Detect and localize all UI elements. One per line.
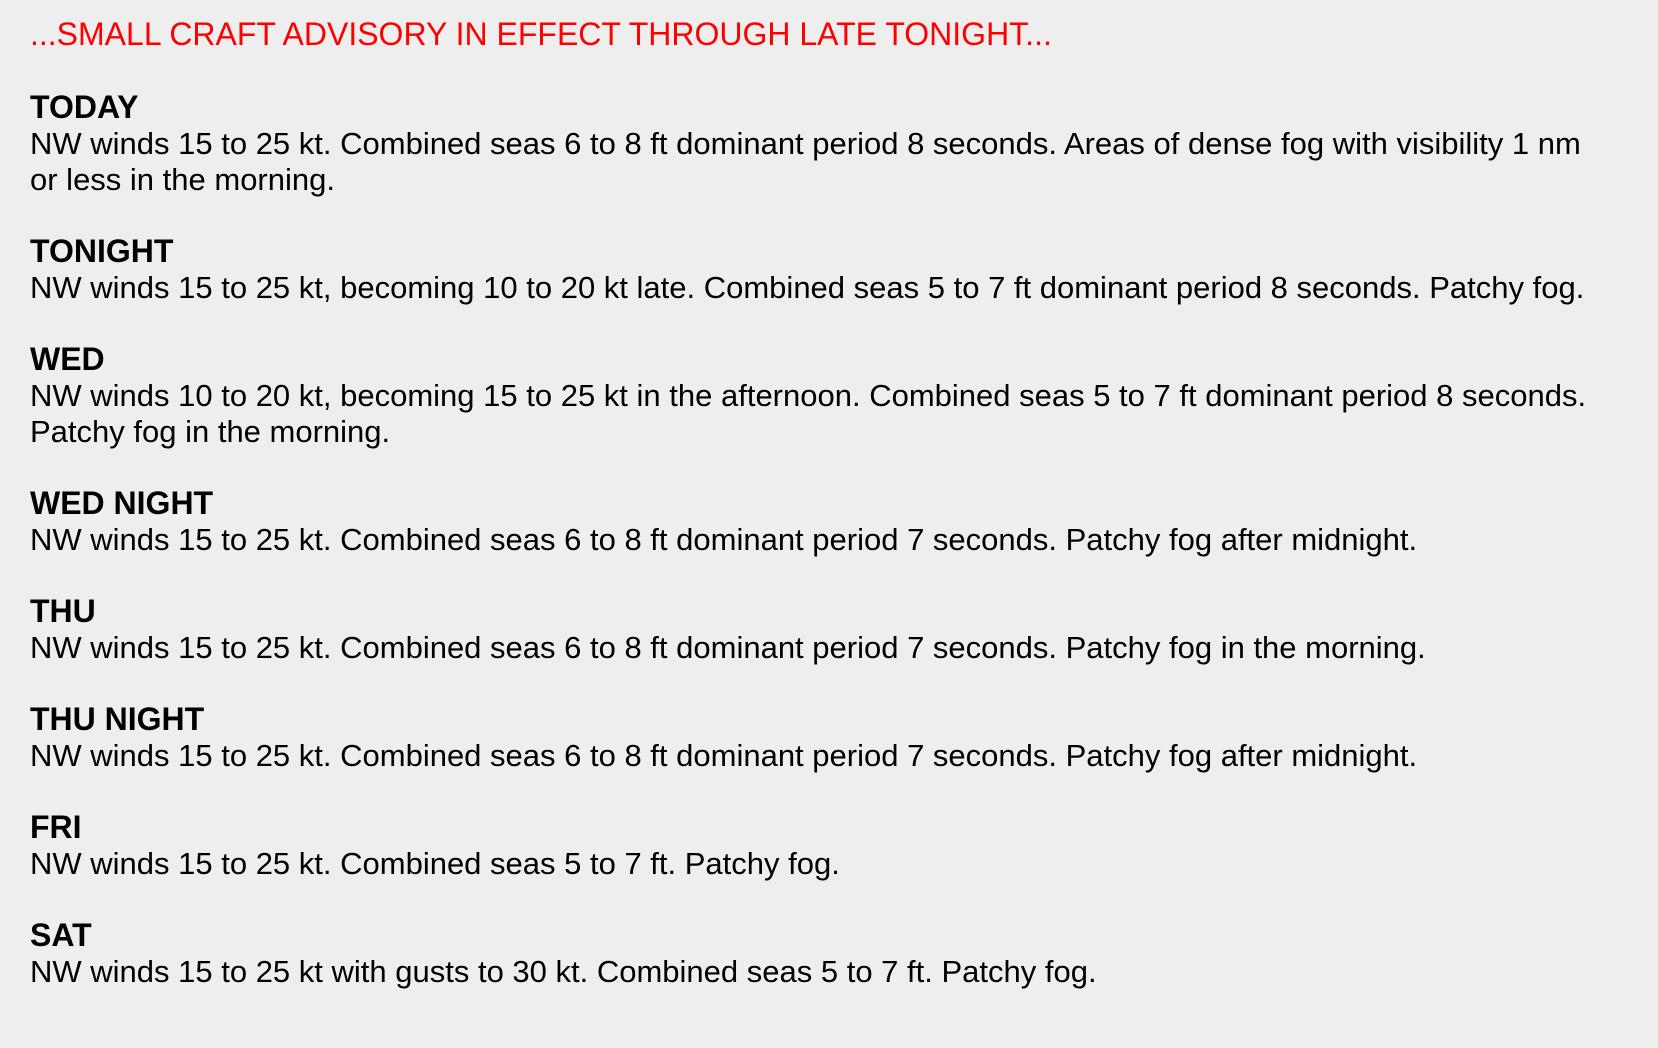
forecast-period-sat [30, 916, 1618, 990]
period-forecast-text: NW winds 15 to 25 kt. Combined seas 6 to 8 ft dominant period 7 seconds. Patchy fog after midnight. [30, 738, 1418, 773]
forecast-period-thu-night [30, 700, 1618, 774]
forecast-period-fri [30, 808, 1618, 882]
period-forecast-text: NW winds 10 to 20 kt, becoming 15 to 25 kt in the afternoon. Combined seas 5 to 7 ft dominant period 8 seconds. Patchy fog in the morning. [30, 378, 1587, 449]
period-forecast-text: NW winds 15 to 25 kt. Combined seas 6 to 8 ft dominant period 7 seconds. Patchy fog in the morning. [30, 630, 1426, 665]
period-name: WED NIGHT [30, 485, 214, 521]
forecast-period-wed [30, 340, 1618, 450]
period-name: WED [30, 341, 105, 377]
forecast-period-today [30, 88, 1618, 198]
forecast-period-thu [30, 592, 1618, 666]
period-forecast-text: NW winds 15 to 25 kt with gusts to 30 kt. Combined seas 5 to 7 ft. Patchy fog. [30, 954, 1097, 989]
period-forecast-text: NW winds 15 to 25 kt. Combined seas 6 to 8 ft dominant period 8 seconds. Areas of dense fog with visibility 1 nm or less in the morning. [30, 126, 1581, 197]
period-name: THU [30, 593, 96, 629]
period-name: SAT [30, 917, 92, 953]
period-name: TONIGHT [30, 233, 174, 269]
period-name: TODAY [30, 89, 139, 125]
period-forecast-text: NW winds 15 to 25 kt. Combined seas 6 to 8 ft dominant period 7 seconds. Patchy fog after midnight. [30, 522, 1418, 557]
forecast-period-wed-night [30, 484, 1618, 558]
period-forecast-text: NW winds 15 to 25 kt, becoming 10 to 20 kt late. Combined seas 5 to 7 ft dominant period 8 seconds. Patchy fog. [30, 270, 1585, 305]
period-name: FRI [30, 809, 82, 845]
period-forecast-text: NW winds 15 to 25 kt. Combined seas 5 to 7 ft. Patchy fog. [30, 846, 840, 881]
small-craft-advisory-headline: ...SMALL CRAFT ADVISORY IN EFFECT THROUGH LATE TONIGHT... [30, 16, 1052, 52]
forecast-period-tonight [30, 232, 1618, 306]
period-name: THU NIGHT [30, 701, 205, 737]
